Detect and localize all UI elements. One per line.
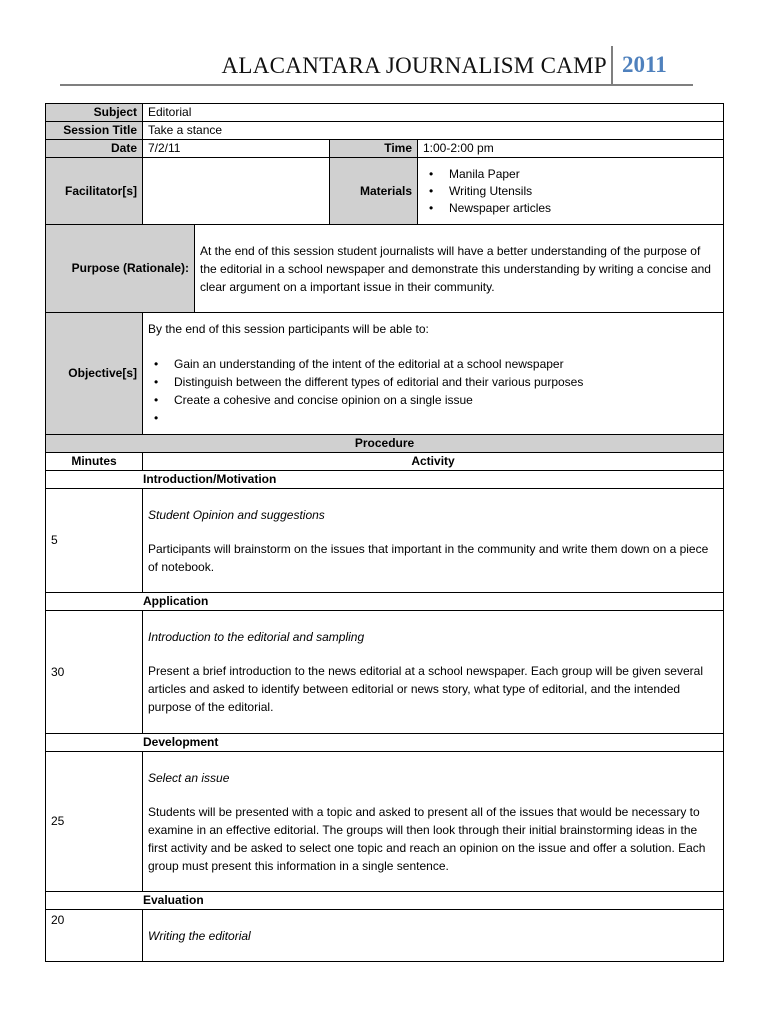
purpose-text: At the end of this session student journalists will have a better understanding of the purpose of the editorial in a school newspaper and demonstrate this understanding by writing a concise and clear argument on a important issue in their community. <box>195 225 724 313</box>
materials-label: Materials <box>330 158 418 225</box>
header-separator <box>611 46 613 84</box>
procedure-title: Procedure <box>46 435 724 453</box>
section-header-row <box>46 471 724 489</box>
document-title: ALACANTARA JOURNALISM CAMP <box>221 53 607 78</box>
section-name: Development <box>46 734 724 752</box>
facilitator-materials-row <box>46 158 724 225</box>
date-time-row <box>46 140 724 158</box>
section-name: Introduction/Motivation <box>46 471 724 489</box>
activity-text: Present a brief introduction to the news editorial at a school newspaper. Each group will be given several articles and asked to identify between editorial or news story, what type of editorial, and the intended purpose of the editorial. <box>148 664 703 714</box>
minutes-cell: 30 <box>46 611 143 734</box>
materials-item: • Manila Paper <box>449 166 718 183</box>
objective-label: Objective[s] <box>46 313 143 435</box>
subject-value: Editorial <box>143 104 724 122</box>
activity-text: Students will be presented with a topic and asked to present all of the issues that would be necessary to examine in an effective editorial. The groups will then look through their initial brainstorming ideas in the first activity and be asked to select one topic and reach an opinion on the issue and offer a solution. Each group must present this information in a single sentence. <box>148 804 706 873</box>
document-year: 2011 <box>622 52 667 77</box>
date-label: Date <box>46 140 143 158</box>
materials-cell <box>418 158 724 225</box>
lesson-plan-table <box>45 103 724 962</box>
facilitator-label: Facilitator[s] <box>46 158 143 225</box>
subject-label: Subject <box>46 104 143 122</box>
objectives-cell <box>143 313 724 435</box>
section-header-row <box>46 593 724 611</box>
activity-title: Writing the editorial <box>148 928 251 943</box>
date-value: 7/2/11 <box>143 140 330 158</box>
minutes-cell: 20 <box>46 910 143 962</box>
procedure-row <box>46 910 724 962</box>
activity-text: Participants will brainstorm on the issues that important in the community and write them down on a piece of notebook. <box>148 541 709 574</box>
objective-item: • Distinguish between the different types of editorial and their various purposes <box>174 373 718 391</box>
activity-cell <box>143 910 724 962</box>
facilitator-value <box>143 158 330 225</box>
materials-item: • Newspaper articles <box>449 200 718 217</box>
procedure-header-row <box>46 435 724 453</box>
activity-title: Introduction to the editorial and sampling <box>148 630 365 644</box>
activity-cell <box>143 752 724 892</box>
section-header-row <box>46 892 724 910</box>
objectives-row <box>46 313 724 435</box>
session-title-value: Take a stance <box>143 122 724 140</box>
document-header <box>60 44 693 88</box>
activity-cell <box>143 489 724 593</box>
minutes-cell: 5 <box>46 489 143 593</box>
section-name: Application <box>46 593 724 611</box>
activity-title: Student Opinion and suggestions <box>148 507 325 522</box>
procedure-columns-row <box>46 453 724 471</box>
purpose-label: Purpose (Rationale): <box>46 225 195 313</box>
header-rule <box>60 84 693 86</box>
subject-row <box>46 104 724 122</box>
activity-title: Select an issue <box>148 770 230 785</box>
minutes-cell: 25 <box>46 752 143 892</box>
time-value: 1:00-2:00 pm <box>418 140 724 158</box>
objectives-list <box>148 355 718 427</box>
materials-item: • Writing Utensils <box>449 183 718 200</box>
session-title-row <box>46 122 724 140</box>
procedure-row <box>46 752 724 892</box>
procedure-row <box>46 489 724 593</box>
purpose-row <box>46 225 724 313</box>
objective-item <box>174 409 718 427</box>
time-label: Time <box>330 140 418 158</box>
section-name: Evaluation <box>46 892 724 910</box>
session-title-label: Session Title <box>46 122 143 140</box>
minutes-column-header: Minutes <box>46 453 143 471</box>
materials-list <box>423 166 718 217</box>
activity-column-header: Activity <box>143 453 724 471</box>
objective-item: • Gain an understanding of the intent of the editorial at a school newspaper <box>174 355 718 373</box>
procedure-row <box>46 611 724 734</box>
objectives-intro: By the end of this session participants will be able to: <box>148 322 429 336</box>
activity-cell <box>143 611 724 734</box>
objective-item: • Create a cohesive and concise opinion on a single issue <box>174 391 718 409</box>
section-header-row <box>46 734 724 752</box>
